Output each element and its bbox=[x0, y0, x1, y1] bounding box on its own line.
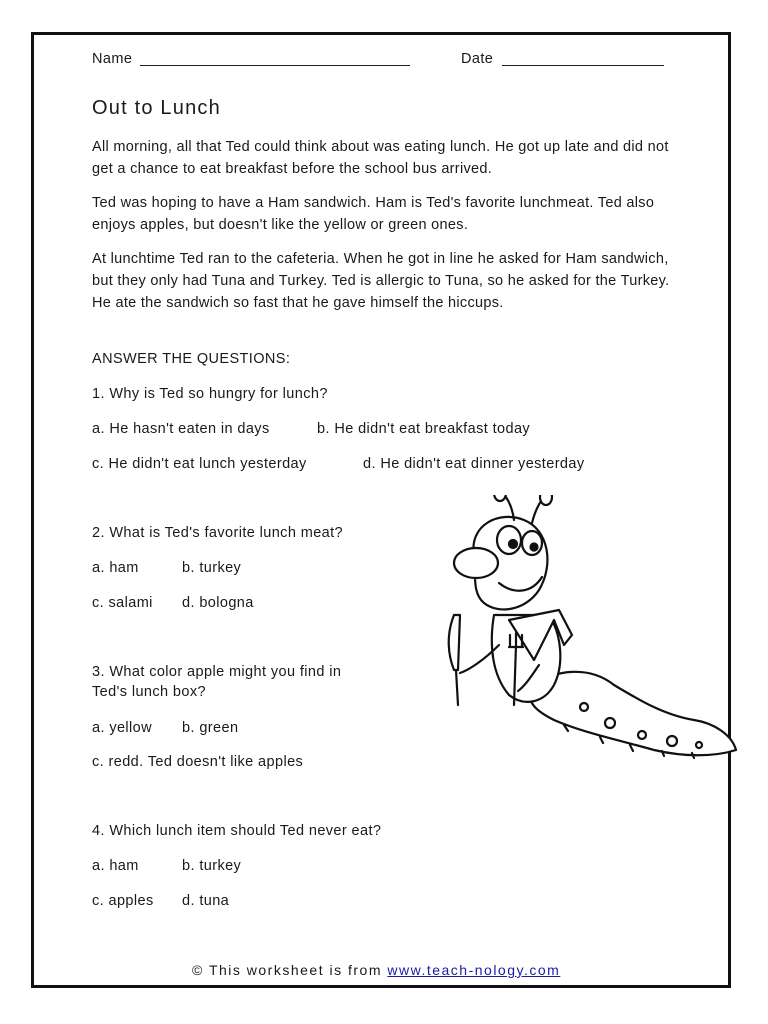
caterpillar-body bbox=[530, 672, 736, 755]
body-spot bbox=[605, 718, 615, 728]
question-3-line-2: Ted's lunch box? bbox=[92, 684, 206, 700]
q1-option-a: a. He hasn't eaten in days bbox=[92, 421, 270, 437]
date-blank-line bbox=[502, 53, 664, 66]
q4-option-d: d. tuna bbox=[182, 893, 230, 909]
date-label: Date bbox=[461, 51, 494, 67]
question-4: 4. Which lunch item should Ted never eat? bbox=[92, 823, 382, 839]
left-pupil bbox=[509, 540, 517, 548]
body-spot bbox=[638, 731, 646, 739]
instructions: ANSWER THE QUESTIONS: bbox=[92, 351, 291, 367]
q2-option-d: d. bologna bbox=[182, 595, 254, 611]
knife bbox=[449, 615, 460, 705]
q2-option-b: b. turkey bbox=[182, 560, 242, 576]
footer-prefix: © This worksheet is from bbox=[192, 962, 382, 978]
q4-option-b: b. turkey bbox=[182, 858, 242, 874]
caterpillar-illustration bbox=[414, 495, 754, 795]
question-1: 1. Why is Ted so hungry for lunch? bbox=[92, 386, 328, 402]
q1-option-c: c. He didn't eat lunch yesterday bbox=[92, 456, 307, 472]
q4-option-c: c. apples bbox=[92, 893, 154, 909]
q1-option-b: b. He didn't eat breakfast today bbox=[317, 421, 531, 437]
body-spot bbox=[696, 742, 702, 748]
q3-option-a: a. yellow bbox=[92, 720, 153, 736]
q4-option-a: a. ham bbox=[92, 858, 139, 874]
footer-link[interactable]: www.teach-nology.com bbox=[387, 962, 561, 978]
question-3-line-1: 3. What color apple might you find in bbox=[92, 664, 342, 680]
right-pupil bbox=[531, 544, 538, 551]
question-2: 2. What is Ted's favorite lunch meat? bbox=[92, 525, 344, 541]
footer-credit bbox=[192, 962, 560, 978]
body-spot bbox=[580, 703, 588, 711]
antenna-tip-left bbox=[494, 495, 506, 501]
story-paragraph-3: At lunchtime Ted ran to the cafeteria. When he got in line he asked for Ham sandwich, but they only had Tuna and Turkey. Ted is allergic to Tuna, so he asked for the Turkey. He ate the sandwich so fast that he gave himself the hiccups. bbox=[92, 251, 670, 311]
antenna-tip-right bbox=[540, 495, 552, 505]
left-eye bbox=[497, 526, 521, 554]
body-spot bbox=[667, 736, 677, 746]
name-label: Name bbox=[92, 51, 133, 67]
name-blank-line bbox=[140, 53, 410, 66]
story-paragraph-1: All morning, all that Ted could think about was eating lunch. He got up late and did not get a chance to eat breakfast before the school bus arrived. bbox=[92, 139, 669, 177]
q1-option-d: d. He didn't eat dinner yesterday bbox=[363, 456, 585, 472]
worksheet-page bbox=[31, 32, 731, 988]
q2-option-a: a. ham bbox=[92, 560, 139, 576]
q3-option-c: c. red bbox=[92, 754, 131, 770]
q3-option-c-d-line bbox=[92, 751, 303, 773]
q3-option-d: d. Ted doesn't like apples bbox=[130, 754, 304, 770]
caterpillar-nose bbox=[454, 548, 498, 578]
story-paragraph-2: Ted was hoping to have a Ham sandwich. Ham is Ted's favorite lunchmeat. Ted also enjoys apples, but doesn't like the yellow or green ones. bbox=[92, 195, 655, 233]
page-title: Out to Lunch bbox=[92, 97, 221, 119]
q2-option-c: c. salami bbox=[92, 595, 153, 611]
q3-option-b: b. green bbox=[182, 720, 239, 736]
